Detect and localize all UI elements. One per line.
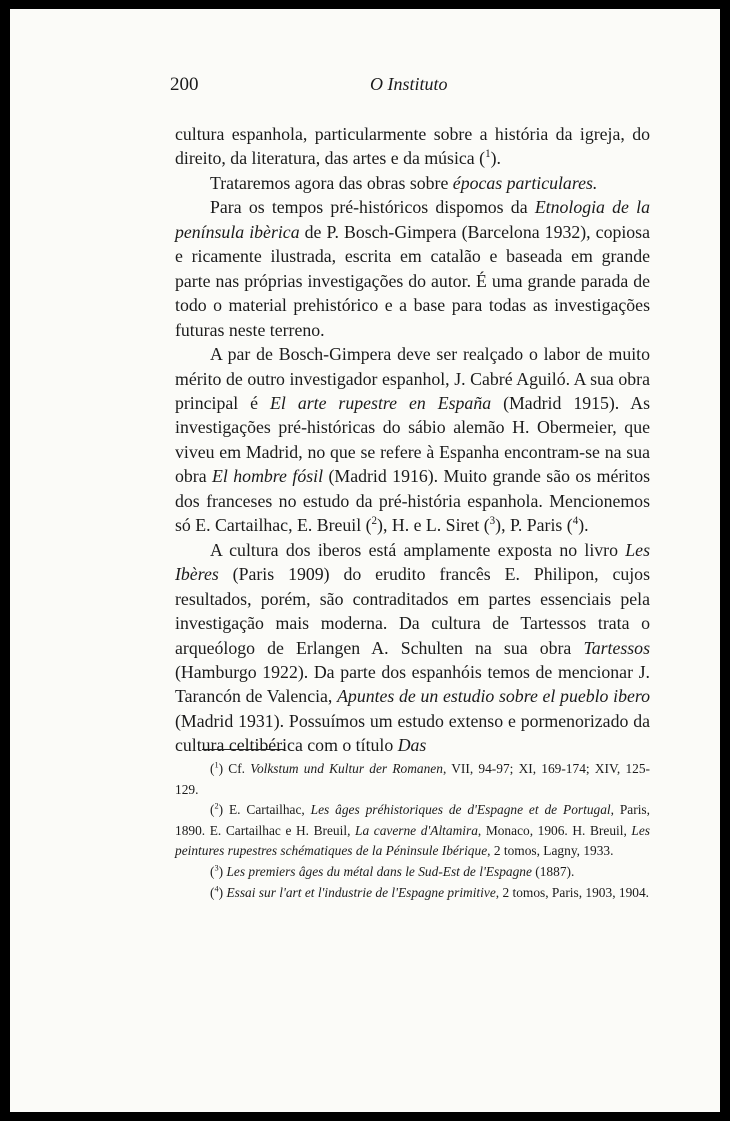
footnote-divider (202, 749, 284, 750)
paragraph: Trataremos agora das obras sobre épocas particulares. (210, 172, 598, 193)
footnotes (175, 759, 650, 903)
paragraph: A cultura dos iberos está amplamente exposta no livro Les Ibères (Paris 1909) do erudito francês E. Philipon, cujos resultados, porém, são contraditados em partes essenciais pela investigação mais moderna. Da cultura de Tartessos trata o arqueólogo de Erlangen A. Schulten na sua obra Tartessos (Hamburgo 1922). Da parte dos espanhóis temos de mencionar J. Tarancón de Valencia, Apuntes de un estudio sobre el pueblo ibero (Madrid 1931). Possuímos um estudo extenso e pormenorizado da cultura celtibérica com o título Das (175, 539, 650, 756)
paragraph: cultura espanhola, particularmente sobre a história da igreja, do direito, da literatura, das artes e da música ($^1$). (175, 124, 650, 169)
body-text (175, 122, 650, 758)
footnote: ($^3$) Les premiers âges du métal dans le Sud-Est de l'Espagne (1887). (210, 863, 575, 879)
footnote: ($^4$) Essai sur l'art et l'industrie de l'Espagne primitive, 2 tomos, Paris, 1903, 1904. (210, 884, 650, 900)
footnote: ($^1$) Cf. Volkstum und Kultur der Romanen, VII, 94-97; XI, 169-174; XIV, 125-129. (175, 760, 650, 797)
page-header (10, 74, 720, 98)
paragraph: A par de Bosch-Gimpera deve ser realçado o labor de muito mérito de outro investigador espanhol, J. Cabré Aguiló. A sua obra principal é El arte rupestre en España (Madrid 1915). As investigações pré-históricas do sábio alemão H. Obermeier, que viveu em Madrid, no que se refere à Espanha encontram-se na sua obra El hombre fósil (Madrid 1916). Muito grande são os méritos dos franceses no estudo da pré-história espanhola. Mencionemos só E. Cartailhac, E. Breuil ($^2$), H. e L. Siret ($^3$), P. Paris ($^4$). (175, 344, 650, 536)
running-title: O Instituto (370, 74, 448, 94)
page-number: 200 (170, 74, 199, 95)
footnote: ($^2$) E. Cartailhac, Les âges préhistoriques de d'Espagne et de Portugal, Paris, 1890. E. Cartailhac e H. Breuil, La caverne d'Altamira, Monaco, 1906. H. Breuil, Les peintures rupestres schématiques de la Péninsule Ibérique, 2 tomos, Lagny, 1933. (175, 801, 650, 859)
book-page (10, 9, 720, 1112)
paragraph: Para os tempos pré-históricos dispomos da Etnologia de la península ibèrica de P. Bosch-Gimpera (Barcelona 1932), copiosa e ricamente ilustrada, escrita em catalão e baseada em grande parte nas próprias investigações do autor. É uma grande parada de todo o material prehistórico e a base para todas as investigações futuras neste terreno. (175, 197, 650, 340)
